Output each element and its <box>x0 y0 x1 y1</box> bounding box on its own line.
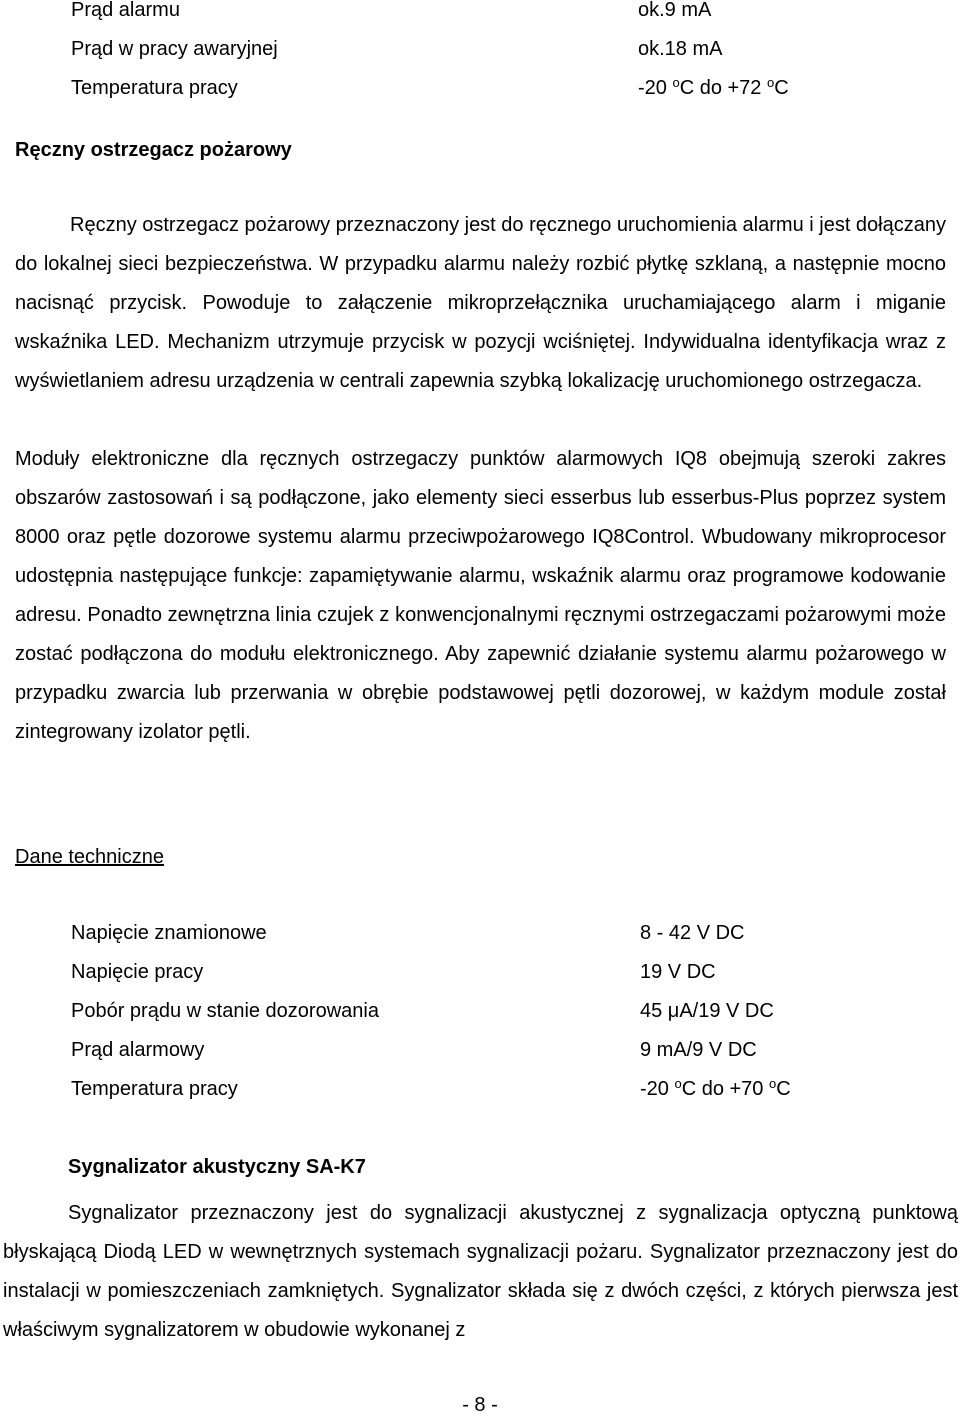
spec-label-alarm-current: Prąd alarmu <box>71 0 180 21</box>
section-heading-acoustic-sounder: Sygnalizator akustyczny SA-K7 <box>68 1156 366 1178</box>
paragraph-manual-call-point-description: Ręczny ostrzegacz pożarowy przeznaczony jest do ręcznego uruchomienia alarmu i jest dołączany do lokalnej sieci bezpieczeństwa. W przypadku alarmu należy rozbić płytkę szklaną, a następnie mocno nacisnąć przycisk. Powoduje to załączenie mikroprzełącznika uruchamiającego alarm i miganie wskaźnika LED. Mechanizm utrzymuje przycisk w pozycji wciśniętej. Indywidualna identyfikacja wraz z wyświetlaniem adresu urządzenia w centrali zapewnia szybką lokalizację uruchomionego ostrzegacza. <box>15 214 946 392</box>
tech-value-alarm-current: 9 mA/9 V DC <box>640 1039 757 1061</box>
technical-data-heading: Dane techniczne <box>15 846 164 868</box>
paragraph-acoustic-sounder-description: Sygnalizator przeznaczony jest do sygnalizacji akustycznej z sygnalizacja optyczną punktową błyskającą Diodą LED w wewnętrznych systemach sygnalizacji pożaru. Sygnalizator przeznaczony jest do instalacji w pomieszczeniach zamkniętych. Sygnalizator składa się z dwóch części, z których pierwsza jest właściwym sygnalizatorem w obudowie wykonanej z <box>3 1202 958 1341</box>
tech-label-nominal-voltage: Napięcie znamionowe <box>71 922 267 944</box>
paragraph-electronic-modules: Moduły elektroniczne dla ręcznych ostrzegaczy punktów alarmowych IQ8 obejmują szeroki zakres obszarów zastosowań i są podłączone, jako elementy sieci esserbus lub esserbus-Plus poprzez system 8000 oraz pętle dozorowe systemu alarmu przeciwpożarowego IQ8Control. Wbudowany mikroprocesor udostępnia następujące funkcje: zapamiętywanie alarmu, wskaźnik alarmu oraz programowe kodowanie adresu. Ponadto zewnętrzna linia czujek z konwencjonalnymi ręcznymi ostrzegaczami pożarowymi może zostać podłączona do modułu elektronicznego. Aby zapewnić działanie systemu alarmu pożarowego w przypadku zwarcia lub przerwania w obrębie podstawowej pętli dozorowej, w każdym module został zintegrowany izolator pętli. <box>15 448 946 743</box>
tech-value-nominal-voltage: 8 - 42 V DC <box>640 922 745 944</box>
spec-label-temperature: Temperatura pracy <box>71 77 238 99</box>
tech-label-operating-voltage: Napięcie pracy <box>71 961 204 983</box>
tech-label-standby-current: Pobór prądu w stanie dozorowania <box>71 1000 379 1022</box>
tech-label-temperature: Temperatura pracy <box>71 1078 238 1100</box>
tech-value-operating-voltage: 19 V DC <box>640 961 716 983</box>
section-heading-manual-call-point: Ręczny ostrzegacz pożarowy <box>15 139 292 161</box>
spec-value-emergency-current: ok.18 mA <box>638 38 723 60</box>
spec-value-temperature: -20 $^o$C do +72 $^o$C <box>638 75 789 99</box>
spec-value-alarm-current: ok.9 mA <box>638 0 712 21</box>
tech-value-standby-current: 45 μA/19 V DC <box>640 1000 774 1022</box>
tech-value-temperature: -20 $^o$C do +70 $^o$C <box>640 1076 791 1100</box>
tech-label-alarm-current: Prąd alarmowy <box>71 1039 205 1061</box>
page-number: - 8 - <box>462 1394 498 1416</box>
spec-label-emergency-current: Prąd w pracy awaryjnej <box>71 38 278 60</box>
